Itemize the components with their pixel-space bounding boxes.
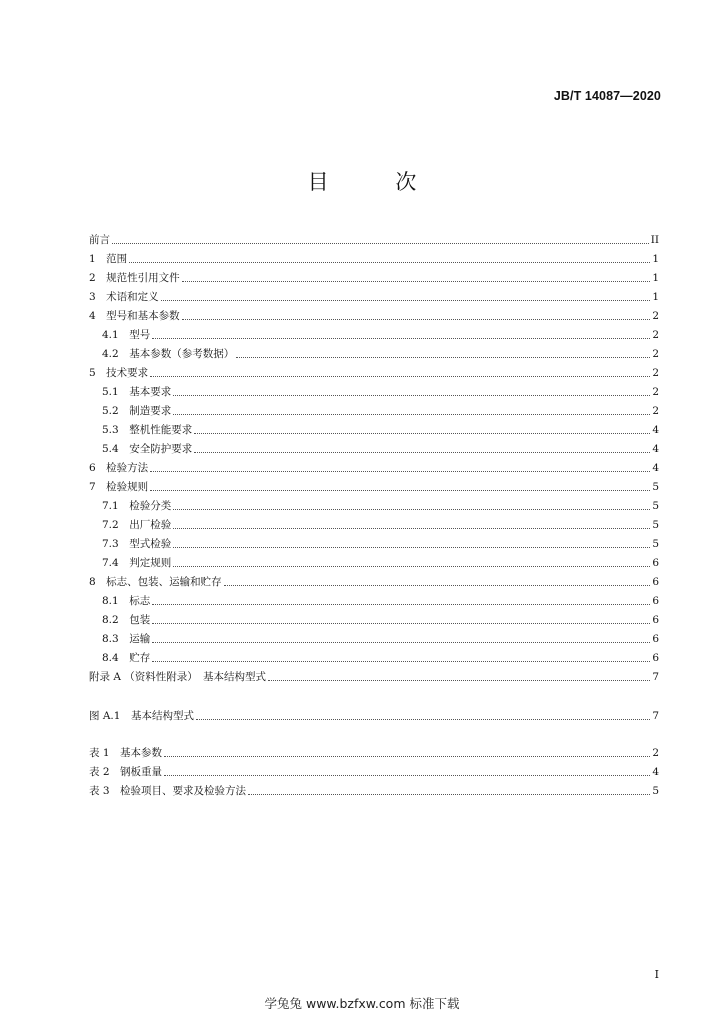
toc-entry-label: 表 2 钢板重量: [89, 766, 163, 778]
toc-entry-label: 8.3 运输: [102, 633, 151, 645]
toc-leader-dots: [224, 584, 651, 586]
toc-entry-label: 7.1 检验分类: [102, 500, 172, 512]
toc-figure-a1[interactable]: [89, 703, 659, 722]
toc-entry-page: 1: [652, 253, 659, 265]
toc-leader-dots: [194, 451, 650, 453]
toc-leader-dots: [173, 413, 650, 415]
toc-table-2[interactable]: [89, 759, 659, 778]
toc-entry-5-3[interactable]: [89, 417, 659, 436]
toc-entry-page: 7: [652, 710, 659, 722]
toc-entry-5[interactable]: [89, 360, 659, 379]
toc-entry-label: 7 检验规则: [89, 481, 149, 493]
toc-entry-foreword[interactable]: [89, 227, 659, 246]
toc-entry-page: 2: [652, 386, 659, 398]
toc-entry-label: 附录 A （资料性附录） 基本结构型式: [89, 671, 267, 683]
standard-id: JB/T 14087—2020: [553, 89, 661, 103]
toc-leader-dots: [150, 470, 650, 472]
toc-leader-dots: [152, 641, 650, 643]
toc-leader-dots: [112, 242, 649, 244]
toc-leader-dots: [196, 718, 650, 720]
toc-entry-label: 4.2 基本参数（参考数据）: [102, 348, 235, 360]
toc-entry-label: 6 检验方法: [89, 462, 149, 474]
toc-table-3[interactable]: [89, 778, 659, 797]
toc-leader-dots: [164, 774, 650, 776]
toc-entry-label: 8.4 贮存: [102, 652, 151, 664]
toc-entry-page: 2: [652, 329, 659, 341]
toc-entry-page: 6: [652, 652, 659, 664]
toc-leader-dots: [173, 565, 650, 567]
toc-entry-page: 6: [652, 557, 659, 569]
toc-entry-page: 5: [652, 538, 659, 550]
toc-leader-dots: [152, 603, 650, 605]
toc-entry-2[interactable]: [89, 265, 659, 284]
toc-entry-label: 8.1 标志: [102, 595, 151, 607]
toc-entry-page: 2: [652, 310, 659, 322]
toc-entry-page: 6: [652, 614, 659, 626]
toc-entry-page: 4: [652, 443, 659, 455]
toc-entry-8-3[interactable]: [89, 626, 659, 645]
toc-entry-8[interactable]: [89, 569, 659, 588]
toc-entry-page: 5: [652, 481, 659, 493]
toc-table-1[interactable]: [89, 740, 659, 759]
toc-entry-label: 表 1 基本参数: [89, 747, 163, 759]
toc-leader-dots: [152, 660, 650, 662]
toc-entry-page: 2: [652, 405, 659, 417]
toc-entry-label: 表 3 检验项目、要求及检验方法: [89, 785, 247, 797]
toc-entry-5-2[interactable]: [89, 398, 659, 417]
toc-entry-7-4[interactable]: [89, 550, 659, 569]
toc-leader-dots: [161, 299, 651, 301]
toc-entry-page: II: [650, 234, 659, 246]
toc-entry-4[interactable]: [89, 303, 659, 322]
toc-entry-page: 6: [652, 576, 659, 588]
toc-entry-label: 3 术语和定义: [89, 291, 159, 303]
table-of-contents: [89, 227, 659, 797]
toc-entry-label: 8.2 包装: [102, 614, 151, 626]
toc-entry-label: 7.2 出厂检验: [102, 519, 172, 531]
toc-entry-page: 4: [652, 462, 659, 474]
toc-entry-appendix-a[interactable]: [89, 664, 659, 683]
toc-leader-dots: [173, 394, 650, 396]
toc-entry-7-3[interactable]: [89, 531, 659, 550]
toc-entry-page: 2: [652, 348, 659, 360]
toc-title: 目 次: [307, 170, 447, 194]
toc-entry-label: 前言: [89, 234, 110, 246]
toc-entry-label: 8 标志、包装、运输和贮存: [89, 576, 222, 588]
toc-entry-page: 1: [652, 291, 659, 303]
toc-entry-page: 6: [652, 633, 659, 645]
toc-entry-5-1[interactable]: [89, 379, 659, 398]
toc-leader-dots: [173, 546, 650, 548]
toc-entry-8-2[interactable]: [89, 607, 659, 626]
toc-entry-label: 5.2 制造要求: [102, 405, 172, 417]
toc-entry-page: 5: [652, 500, 659, 512]
toc-entry-label: 图 A.1 基本结构型式: [89, 710, 194, 722]
toc-leader-dots: [182, 280, 651, 282]
toc-entry-label: 5.3 整机性能要求: [102, 424, 193, 436]
toc-leader-dots: [152, 337, 650, 339]
toc-entry-8-4[interactable]: [89, 645, 659, 664]
watermark-text: 学兔兔 www.bzfxw.com 标准下载: [264, 996, 460, 1011]
toc-leader-dots: [236, 356, 650, 358]
toc-entry-label: 2 规范性引用文件: [89, 272, 180, 284]
toc-entry-1[interactable]: [89, 246, 659, 265]
toc-leader-dots: [150, 489, 650, 491]
toc-leader-dots: [268, 679, 650, 681]
toc-entry-label: 5 技术要求: [89, 367, 149, 379]
toc-entry-7[interactable]: [89, 474, 659, 493]
toc-entry-label: 7.4 判定规则: [102, 557, 172, 569]
toc-entry-label: 4 型号和基本参数: [89, 310, 180, 322]
toc-leader-dots: [248, 793, 650, 795]
toc-entry-5-4[interactable]: [89, 436, 659, 455]
toc-leader-dots: [164, 755, 650, 757]
toc-entry-page: 5: [652, 785, 659, 797]
toc-entry-label: 7.3 型式检验: [102, 538, 172, 550]
toc-entry-6[interactable]: [89, 455, 659, 474]
toc-entry-page: 2: [652, 367, 659, 379]
toc-entry-page: 7: [652, 671, 659, 683]
toc-leader-dots: [173, 527, 650, 529]
toc-leader-dots: [182, 318, 651, 320]
toc-entry-page: 4: [652, 424, 659, 436]
toc-entry-7-2[interactable]: [89, 512, 659, 531]
toc-entry-label: 5.4 安全防护要求: [102, 443, 193, 455]
toc-entry-page: 2: [652, 747, 659, 759]
toc-leader-dots: [152, 622, 650, 624]
toc-leader-dots: [173, 508, 650, 510]
page-number: I: [654, 968, 659, 981]
toc-entry-4-1[interactable]: [89, 322, 659, 341]
toc-entry-label: 5.1 基本要求: [102, 386, 172, 398]
toc-entry-8-1[interactable]: [89, 588, 659, 607]
toc-entry-page: 1: [652, 272, 659, 284]
toc-leader-dots: [194, 432, 650, 434]
toc-leader-dots: [129, 261, 650, 263]
toc-entry-page: 4: [652, 766, 659, 778]
toc-entry-page: 5: [652, 519, 659, 531]
toc-entry-label: 4.1 型号: [102, 329, 151, 341]
toc-entry-7-1[interactable]: [89, 493, 659, 512]
toc-entry-page: 6: [652, 595, 659, 607]
toc-entry-3[interactable]: [89, 284, 659, 303]
toc-leader-dots: [150, 375, 650, 377]
toc-entry-label: 1 范围: [89, 253, 128, 265]
toc-entry-4-2[interactable]: [89, 341, 659, 360]
